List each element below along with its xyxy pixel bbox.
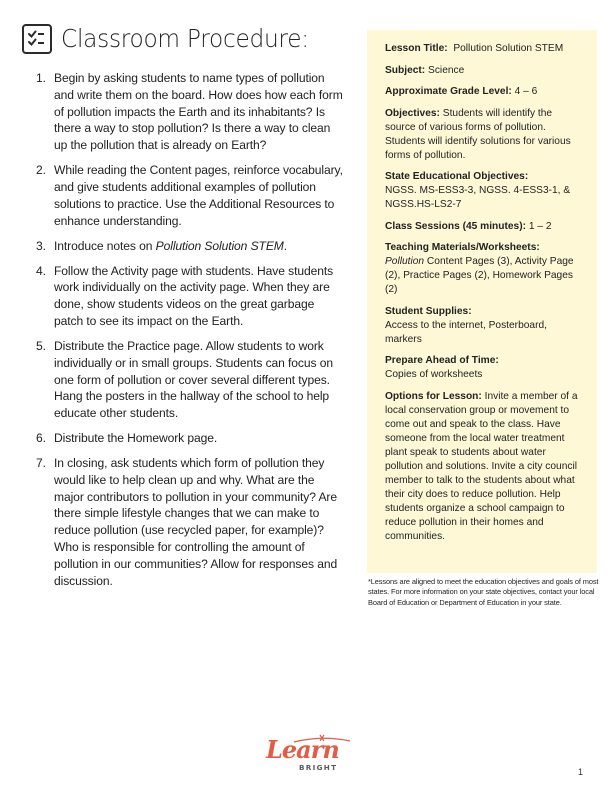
subject-field bbox=[385, 64, 583, 78]
item-number: 5. bbox=[36, 338, 46, 353]
procedure-item bbox=[36, 430, 346, 447]
lesson-title-field bbox=[385, 42, 583, 56]
logo-subtext: BRIGHT bbox=[299, 763, 338, 772]
field-value: Pollution Solution STEM bbox=[453, 43, 564, 54]
teaching-materials-field bbox=[385, 241, 583, 297]
item-text: Follow the Activity page with students. Have students work individually on the activity page. When they are done, show students videos on the great garbage patch to see its impact on the Earth. bbox=[54, 263, 334, 328]
grade-level-field bbox=[385, 85, 583, 99]
lesson-options-field bbox=[385, 390, 583, 544]
page-number: 1 bbox=[578, 767, 584, 777]
field-value: Content Pages (3), Activity Page (2), Practice Pages (2), Homework Pages (2) bbox=[385, 256, 574, 295]
class-sessions-field bbox=[385, 220, 583, 234]
lesson-info-sidebar bbox=[367, 30, 597, 573]
procedure-item bbox=[36, 338, 346, 422]
field-value: 1 – 2 bbox=[528, 220, 552, 232]
field-value: 4 – 6 bbox=[514, 86, 538, 97]
item-number: 2. bbox=[36, 163, 46, 178]
objectives-field bbox=[385, 107, 583, 163]
prepare-ahead-field bbox=[385, 354, 583, 382]
item-number: 1. bbox=[36, 71, 46, 85]
procedure-item bbox=[36, 70, 346, 154]
field-label: Teaching Materials/Worksheets: bbox=[385, 242, 540, 253]
item-number: 6. bbox=[36, 431, 46, 446]
field-value: Access to the internet, Posterboard, markers bbox=[385, 319, 547, 345]
procedure-item bbox=[36, 455, 346, 589]
item-text-plain: . bbox=[283, 238, 288, 253]
student-supplies-field bbox=[385, 305, 583, 347]
procedure-item bbox=[36, 162, 346, 229]
field-value: Science bbox=[428, 64, 465, 76]
field-label: Objectives: bbox=[385, 107, 440, 119]
footnote: *Lessons are aligned to meet the education objectives and goals of most states. For more information on your state objectives, contact your local Board of Education or Department of Education in your state. bbox=[368, 577, 599, 607]
item-number: 4. bbox=[36, 263, 46, 278]
item-text: Distribute the Practice page. Allow students to work individually or in small groups. Students can focus on one form of pollution or cover several different types. Hang the posters in the hallway of the school to help educate other students. bbox=[54, 338, 333, 421]
learn-bright-logo bbox=[262, 733, 352, 773]
field-value: NGSS. MS-ESS3-3, NGSS. 4-ESS3-1, & NGSS.HS-LS2-7 bbox=[385, 185, 571, 210]
item-text: In closing, ask students which form of pollution they would like to help clean up and why. What are the major contributors to pollution in your community? Are there simple lifestyle changes that we can make to reduce pollution (use recycled paper, for example)? Who is responsible for controlling the amount of pollution in our communities? Allow for responses and discussion. bbox=[54, 456, 338, 588]
item-text: While reading the Content pages, reinforce vocabulary, and give students additional examples of pollution solutions to practice. Use the Additional Resources to enhance understanding. bbox=[54, 163, 343, 228]
page-header bbox=[22, 24, 327, 54]
item-text-plain: Introduce notes on bbox=[54, 238, 156, 253]
page-title: Classroom Procedure: bbox=[61, 24, 309, 53]
field-label: Options for Lesson: bbox=[385, 390, 482, 402]
field-value: Students will identify the source of various forms of pollution. Students will identify solutions for various forms of pollution. bbox=[385, 107, 571, 161]
item-number: 7. bbox=[36, 456, 46, 471]
logo-script-text: Learn bbox=[266, 735, 339, 764]
procedure-list bbox=[36, 70, 346, 598]
field-value: Copies of worksheets bbox=[385, 369, 483, 380]
field-value: Invite a member of a local conservation group or movement to come out and speak to the class. Have someone from the local water treatment plant speak to students about water pollution and solutions. Invite a city council member to talk to the students about what their city does to reduce pollution. Help students organize a school campaign to reduce pollution in their homes and communities. bbox=[385, 390, 578, 542]
field-label: Lesson Title: bbox=[385, 43, 448, 54]
field-label: State Educational Objectives: bbox=[385, 171, 529, 182]
field-label: Subject: bbox=[385, 64, 426, 76]
field-label: Prepare Ahead of Time: bbox=[385, 355, 499, 366]
procedure-item bbox=[36, 263, 346, 330]
field-label: Approximate Grade Level: bbox=[385, 86, 512, 97]
checklist-icon bbox=[22, 24, 52, 54]
item-text: Distribute the Homework page. bbox=[54, 431, 218, 446]
field-label: Class Sessions (45 minutes): bbox=[385, 220, 526, 232]
procedure-item bbox=[36, 238, 346, 255]
field-value-italic: Pollution bbox=[385, 256, 425, 267]
state-objectives-field bbox=[385, 170, 583, 212]
item-text bbox=[54, 238, 346, 255]
item-text: Begin by asking students to name types of pollution and write them on the board. How does how each form of pollution impacts the Earth and its inhabitants? Is there a way to stop pollution? Is there a way to clean up the pollution that is already on Earth? bbox=[54, 71, 343, 153]
field-label: Student Supplies: bbox=[385, 305, 472, 317]
lesson-title-italic: Pollution Solution STEM bbox=[155, 238, 284, 253]
item-number: 3. bbox=[36, 238, 46, 253]
